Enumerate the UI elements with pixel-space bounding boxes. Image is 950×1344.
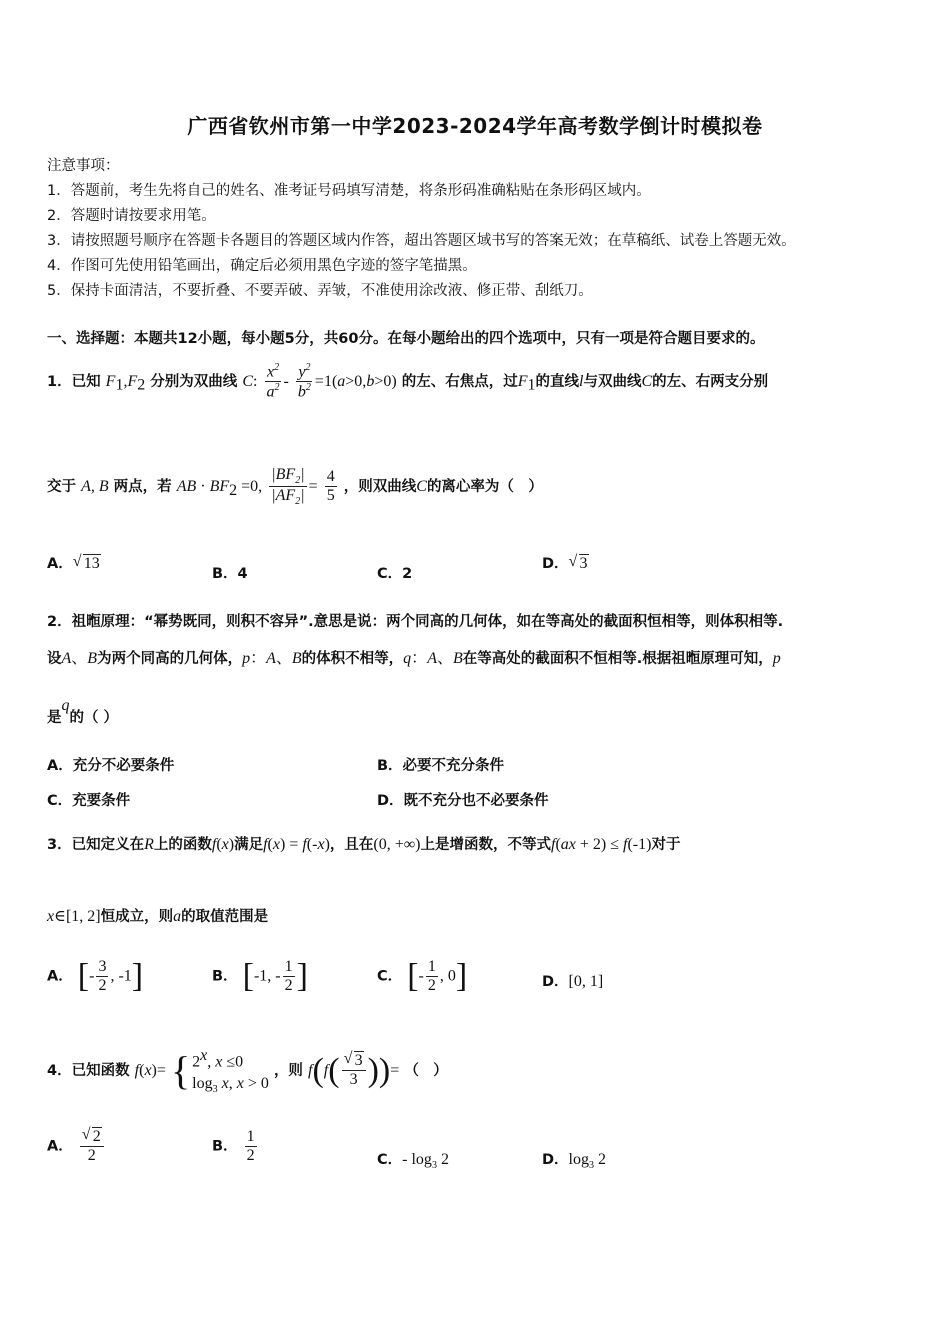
question-3-option-b[interactable]: B． [-1, - $\frac{1}{2}$ ] (212, 957, 308, 995)
question-2-line-2: 设A、B为两个同高的几何体，p：A、B的体积不相等，q：A、B在等高处的截面积不恒相等.根据祖暅原理可知，p (47, 650, 781, 667)
question-3-line-1: 3．已知定义在R上的函数f(x)满足f(x) = f(-x)，且在(0, +∞)上是增函数，不等式f(ax + 2) ≤ f(-1)对于 (47, 836, 681, 853)
question-4-option-c[interactable]: C．- $\log_3 2$ (377, 1151, 449, 1172)
question-2-line-3: 是q的（ ） (47, 697, 119, 726)
question-3-option-c[interactable]: C． [- $\frac{1}{2}$ , 0] (377, 957, 468, 995)
notice-item: 4．作图可先使用铅笔画出，确定后必须用黑色字迹的签字笔描黑。 (47, 258, 477, 274)
question-2-option-a[interactable]: A．充分不必要条件 (47, 758, 175, 774)
question-1-option-a[interactable]: A．√ 13 (47, 552, 101, 573)
question-1-line-1: 1．已知 $F_1,F_2$ 分别为双曲线 C: $\frac{x^2}{a^2}$ - $\frac{y^2}{b^2}$ =1(a>0,b>0) 的左、右焦点，过$F_1$的直线l与双曲线C的左、右两支分别 (47, 362, 769, 401)
notice-item: 1．答题前，考生先将自己的姓名、准考证号码填写清楚，将条形码准确粘贴在条形码区域内。 (47, 183, 651, 199)
question-1-option-d[interactable]: D．√ 3 (542, 552, 589, 573)
question-1-line-2: 交于 A, B 两点，若 AB · $BF_2 =0$, $\frac{|BF_2|}{|AF_2|}$ = $\frac{4}{5}$ ，则双曲线C的离心率为（ ） (47, 466, 543, 508)
notice-item: 2．答题时请按要求用笔。 (47, 208, 216, 224)
question-2-line-1: 2．祖暅原理：“幂势既同，则积不容异”.意思是说：两个同高的几何体，如在等高处的截面积恒相等，则体积相等. (47, 614, 784, 630)
question-1-option-c[interactable]: C．2 (377, 566, 413, 582)
question-1-option-b[interactable]: B．4 (212, 566, 248, 582)
question-4-option-b[interactable]: B． $\frac{1}{2}$ (212, 1128, 255, 1164)
section-heading: 一、选择题：本题共12小题，每小题5分，共60分。在每小题给出的四个选项中，只有一项是符合题目要求的。 (47, 331, 765, 347)
question-4-option-a[interactable]: A． √ $\frac{2}{2}$ (47, 1128, 106, 1165)
question-3-option-a[interactable]: A． [- $\frac{3}{2}$ , -1] (47, 957, 144, 995)
question-2-option-b[interactable]: B．必要不充分条件 (377, 758, 505, 774)
question-4-option-d[interactable]: D．$\log_3 2$ (542, 1151, 606, 1172)
page-title: 广西省钦州市第一中学2023-2024学年高考数学倒计时模拟卷 (187, 114, 763, 138)
notice-item: 3．请按照题号顺序在答题卡各题目的答题区域内作答，超出答题区域书写的答案无效；在草稿纸、试卷上答题无效。 (47, 233, 796, 249)
question-3-option-d[interactable]: D．[0, 1] (542, 973, 604, 990)
notice-heading: 注意事项： (47, 158, 120, 174)
question-4-line-1: 4．已知函数 f(x)= { 2$^x$, x ≤0 $\log_3 x$, x > 0 ，则 f(f( √ $\frac{3}{3}$ ))= （ ） (47, 1045, 448, 1097)
question-2-option-c[interactable]: C．充要条件 (47, 793, 131, 809)
question-3-line-2: x∈[1, 2]恒成立，则a的取值范围是 (47, 908, 269, 925)
notice-item: 5．保持卡面清洁，不要折叠、不要弄破、弄皱，不准使用涂改液、修正带、刮纸刀。 (47, 283, 593, 299)
question-2-option-d[interactable]: D．既不充分也不必要条件 (377, 793, 549, 809)
